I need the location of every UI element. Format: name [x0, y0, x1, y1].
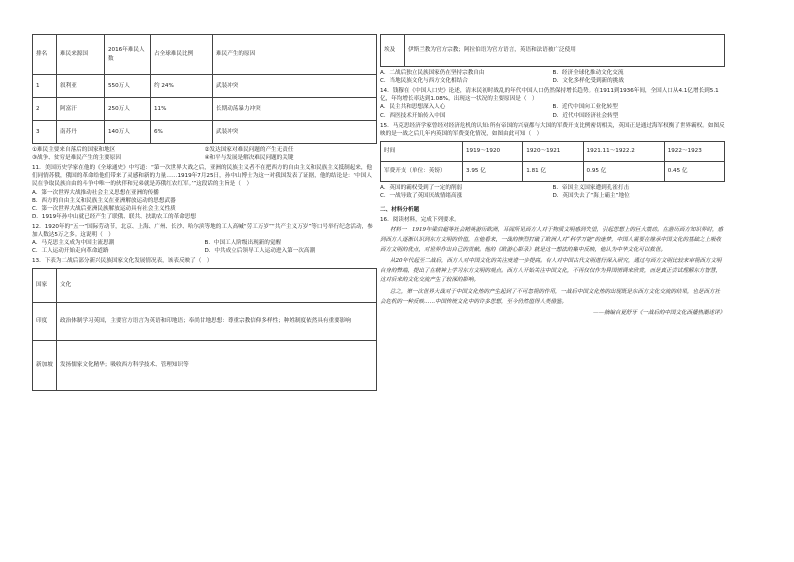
header-period: 1922～1923 — [664, 141, 724, 161]
q10-options — [32, 146, 377, 162]
option[interactable]: B．近代中国向工业化转型 — [552, 104, 618, 111]
table-row — [33, 75, 377, 98]
cell-culture: 政治体制学习英国，主要官方语言为英语和印地语；奉尚甘地思想：尊重宗教信仰多样性；种姓制度依然具有重要影响 — [57, 302, 377, 340]
culture-table-header — [33, 268, 377, 302]
cell: 550万人 — [105, 75, 151, 98]
option[interactable]: A．二战后独立民族国家仍在坚持宗教自由 — [380, 70, 485, 76]
option[interactable]: B．中国工人阶级出现新的觉醒 — [204, 240, 282, 247]
option[interactable]: ④和平与发展是解决难民问题的关键 — [204, 155, 294, 162]
q12-options — [32, 239, 377, 255]
option[interactable]: D．文化多样化受到新的挑战 — [552, 78, 624, 85]
cell: 武装冲突 — [213, 75, 377, 98]
q16-stem: 16．阅读材料，完成下列要求。 — [380, 217, 460, 224]
q15-stem: 15．马克思经济学家曾经对经济危机的认知:所有帝国的兴衰都与大国的军费开支比例密切相关，英国正是通过海军权衡了世界霸权。如图反映的是一战之后几年内英国的军费变化情况，如图由此可知（ ） — [380, 122, 725, 137]
table-row — [381, 35, 725, 67]
option[interactable]: D．中共成立后领导工人运动进入第一次高潮 — [204, 248, 316, 255]
header-period: 1921.11～1922.2 — [583, 141, 664, 161]
material-paragraph: 从20年代起至二战后，西方人对中国文化的关注度进一步提高。有人对中国古代文明进行深入研究，通过与西方文明比较来审视西方文明自身的弊端，提出了在精神上学习东方文明的观点。西方人开始关注中国文化，不再仅仅作为异国情调来欣赏，而是真正尝试理解东方智慧，这对后来的文化交流产生了较深的影响。 — [380, 258, 722, 284]
table-row — [33, 302, 377, 340]
cell: 1.81 亿 — [523, 161, 583, 181]
option[interactable]: C．西医技术开始传入中国 — [380, 112, 446, 119]
material-paragraph: 总之，第一次世界大战对于中国文化热的产生起到了不可忽视的作用，一战后中国文化热的出现既是东西方文化交流的结果，也是西方社会危机的一种反映……中国传统文化中的许多思想，至今仍然值得人类借鉴。 — [380, 289, 721, 305]
q12-stem: 12．1920年的“五一”国际劳动节，北京、上海、广州、长沙、哈尔滨等地的工人高喊“劳工万岁”“共产主义万岁”等口号举行纪念活动，参加人数达5万之多。这说明（ ） — [32, 223, 373, 239]
cell-culture: 伊斯兰教为官方宗教；阿拉伯语为官方语言，英语和法语被广泛使用 — [405, 35, 725, 67]
culture-table — [32, 268, 377, 391]
cell: 武装冲突 — [213, 121, 377, 144]
refugee-table — [32, 34, 377, 144]
header-period: 1919～1920 — [463, 141, 523, 161]
header-count: 2016年难民人数 — [105, 35, 151, 75]
option[interactable]: ③战争、贫穷是难民产生的主要原因 — [32, 155, 121, 162]
refugee-table-header — [33, 35, 377, 75]
header-country: 难民来源国 — [57, 35, 105, 75]
table-row — [33, 98, 377, 121]
header-ratio: 占全球难民比例 — [151, 35, 213, 75]
cell: 3.95 亿 — [463, 161, 523, 181]
q13-options — [380, 69, 725, 85]
q11-stem: 11．美国历史学家在他的《全球通史》中写道：“第一次世界大战之后，亚洲的民族主义者不在把西方的自由主义和民族主义抵制起来，他们同情苏俄，俄国的革命给他们带来了灵感和新的力量……1919年7月25日，孙中山博士为这一对我国发表了证据，他的结论是：‘中国人民在争取民族自由的斗争中唯一的伙伴和兄弟就是苏俄红农红军。’”这段话的主旨是（ ） — [32, 165, 373, 188]
table-row — [381, 161, 725, 181]
option[interactable]: D．英国失去了“海上霸主”地位 — [552, 192, 630, 199]
cell: 3 — [33, 121, 57, 144]
table-header-row — [381, 141, 725, 161]
military-spending-table — [380, 141, 725, 182]
header-culture: 文化 — [57, 268, 377, 302]
option[interactable]: D．近代中国经济社会转型 — [552, 112, 619, 119]
cell: 2 — [33, 98, 57, 121]
cell: 6% — [151, 121, 213, 144]
material-source: ——摘编自夏舒牙《一战后的中国文化西播热潮述评》 — [592, 310, 725, 317]
cell: 0.45 亿 — [664, 161, 724, 181]
cell: 0.95 亿 — [583, 161, 664, 181]
option[interactable]: A．英国的霸权受到了一定的削弱 — [380, 184, 463, 191]
left-column — [32, 34, 377, 391]
cell: 叙利亚 — [57, 75, 105, 98]
cell: 南苏丹 — [57, 121, 105, 144]
cell: 1 — [33, 75, 57, 98]
header-reason: 难民产生的原因 — [213, 35, 377, 75]
header-period: 1920～1921 — [523, 141, 583, 161]
option[interactable]: C．一战导致了英国厌战情绪高涨 — [380, 192, 463, 199]
cell: 11% — [151, 98, 213, 121]
option[interactable]: C．第一次世界大战后亚洲民族解放运动具有社会主义性质 — [32, 205, 176, 212]
q14-stem: 14．钱穆在《中国人口史》论述，清末民初时战乱的年代中国人口仍然保持增长趋势。在1911到1936年间，全国人口从4.1亿增长到5.1亿，年均增长率达到1.08%，出现这一状况的主要原因是（ ） — [380, 88, 719, 103]
cell: 140万人 — [105, 121, 151, 144]
section-heading: 二、材料分析题 — [380, 207, 420, 214]
header-rank: 排名 — [33, 35, 57, 75]
q15-options — [380, 184, 725, 200]
q14-options — [380, 103, 725, 119]
header-time: 时间 — [381, 141, 463, 161]
option[interactable]: A．民主共和思想深入人心 — [380, 104, 446, 111]
option[interactable]: B．西方的自由主义和民族主义在亚洲解放运动的思想武器 — [32, 197, 176, 204]
option[interactable]: D．1919年孙中山就已经产生了联俄、联共、扶助农工的革命思想 — [32, 213, 196, 220]
cell: 长期动荡暴力冲突 — [213, 98, 377, 121]
option[interactable]: A．第一次世界大战推动社会主义思想在亚洲的传播 — [32, 189, 159, 196]
q13-stem: 13．下表为二战后部分新兴民族国家文化发展情况表，该表反映了（ ） — [32, 258, 213, 265]
cell-country: 印度 — [33, 302, 57, 340]
q11-options — [32, 189, 377, 221]
option[interactable]: ①难民主要来自落后的国家和地区 — [32, 147, 116, 153]
culture-table-continued — [380, 34, 725, 67]
cell-country: 新加坡 — [33, 340, 57, 390]
option[interactable]: A．马克思主义成为中国主流思潮 — [32, 240, 115, 247]
row-label: 军费开支（单位：英镑） — [381, 161, 463, 181]
header-country: 国家 — [33, 268, 57, 302]
option[interactable]: ②发达国家对难民问题的产生无责任 — [204, 147, 294, 153]
material-paragraph: 材料一 1919年梁启超等社会精英游历欧洲，耳闻所见西方人对于物质文明感到失望，引起思想上的巨大震动。在游历西方知识界时，感到西方人逐渐认识到东方文明的价值，在他看来，一战的惨烈打破了欧洲人对“科学万能”的迷梦，中国人需要在继承中国文化的基础之上吸收西方文明的优点，对世界作出自己的贡献。他的《欧游心影录》就是这一想法的集中反映，他认为中华文化可以救世。 — [380, 227, 724, 253]
cell: 约 24% — [151, 75, 213, 98]
option[interactable]: C．工人运动开始走向革命道路 — [32, 248, 109, 255]
option[interactable]: C．当地民族文化与西方文化相结合 — [380, 78, 468, 85]
right-column — [380, 34, 725, 318]
cell: 250万人 — [105, 98, 151, 121]
cell-country: 埃及 — [381, 35, 405, 67]
option[interactable]: B．经济全球化推动文化交流 — [552, 70, 624, 76]
table-row — [33, 121, 377, 144]
option[interactable]: B．帝国主义国家遭到孔雀打击 — [552, 184, 630, 191]
cell: 阿富汗 — [57, 98, 105, 121]
cell-culture: 发扬儒家文化精华；吸收西方科学技术、管理知识等 — [57, 340, 377, 390]
table-row — [33, 340, 377, 390]
